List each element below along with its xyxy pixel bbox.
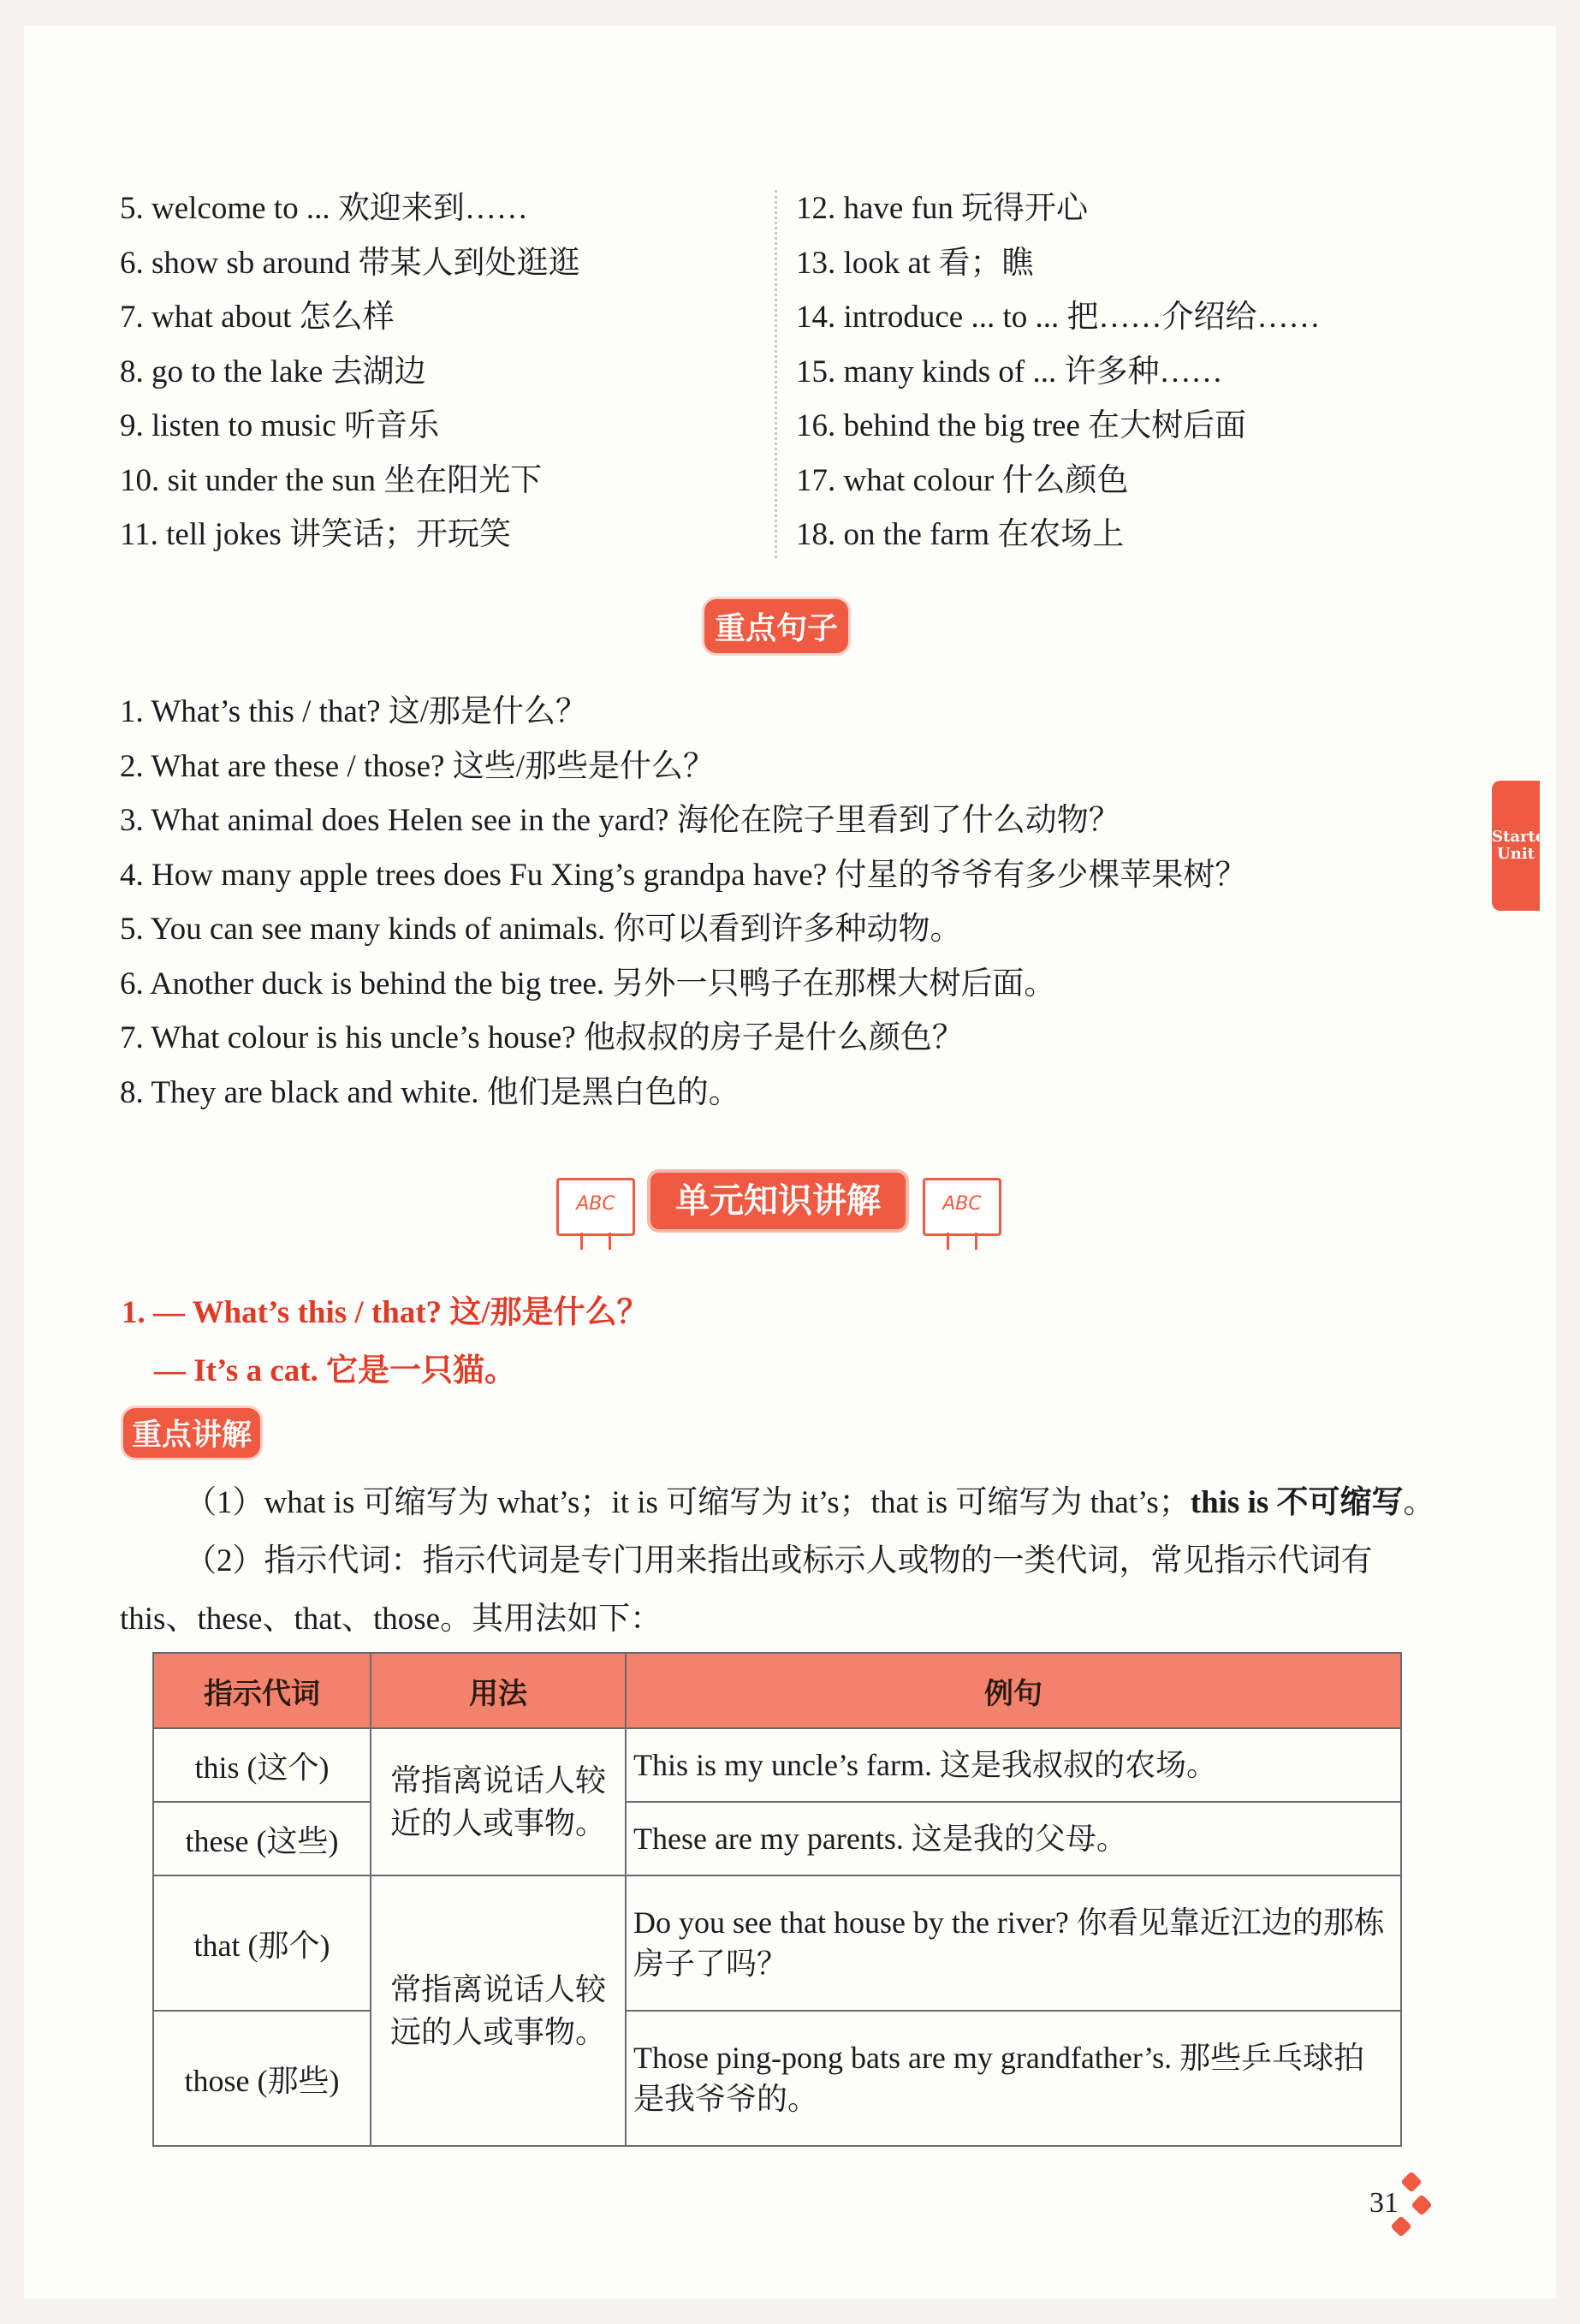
- key-explain-label: 重点讲解: [123, 1408, 260, 1458]
- phrase-item: 14. introduce ... to ... 把……介绍给……: [796, 300, 1321, 335]
- phrase-item: 16. behind the big tree 在大树后面: [796, 408, 1247, 443]
- phrase-item: 6. show sb around 带某人到处逛逛: [120, 245, 580, 281]
- example-cell: These are my parents. 这是我的父母。: [626, 1802, 1401, 1875]
- sentence-item: 2. What are these / those? 这些/那些是什么？: [120, 748, 715, 784]
- para1-end: 。: [1403, 1485, 1435, 1520]
- table-row: [153, 1728, 1401, 1802]
- sentence-item: 4. How many apple trees does Fu Xing’s grandpa have? 付星的爷爷有多少棵苹果树？: [120, 857, 1247, 893]
- phrase-item: 7. what about 怎么样: [120, 300, 395, 335]
- section-title: 单元知识讲解: [650, 1173, 906, 1229]
- sentence-item: 7. What colour is his uncle’s house? 他叔叔的房子是什么颜色？: [120, 1020, 964, 1055]
- column-divider: [775, 190, 777, 558]
- sentence-item: 8. They are black and white. 他们是黑白色的。: [120, 1074, 740, 1110]
- example-cell: Do you see that house by the river? 你看见靠近江边的那栋房子了吗？: [626, 1875, 1401, 2011]
- table-header: 用法: [371, 1653, 626, 1728]
- table-header: 例句: [626, 1653, 1401, 1728]
- board-stand-icon: [947, 1233, 977, 1250]
- sentence-item: 6. Another duck is behind the big tree. 另外一只鸭子在那棵大树后面。: [120, 966, 1056, 1002]
- table-header-row: [153, 1653, 1401, 1728]
- sentence-item: 3. What animal does Helen see in the yard? 海伦在院子里看到了什么动物？: [120, 803, 1120, 838]
- phrase-column-right: [796, 181, 1446, 562]
- pronoun-cell: those (那些): [153, 2011, 371, 2146]
- phrase-item: 9. listen to music 听音乐: [120, 408, 440, 443]
- phrase-item: 17. what colour 什么颜色: [796, 462, 1129, 498]
- table-row: [153, 1875, 1401, 2011]
- sentence-item: 1. What’s this / that? 这/那是什么？: [120, 694, 588, 729]
- explain-paragraph-2: （2）指示代词：指示代词是专门用来指出或标示人或物的一类代词，常见指示代词有 this、these、that、those。其用法如下：: [120, 1543, 1373, 1637]
- abc-board-icon: ABC: [556, 1178, 635, 1236]
- demonstrative-table: [152, 1652, 1402, 2147]
- example-cell: This is my uncle’s farm. 这是我叔叔的农场。: [626, 1728, 1401, 1802]
- phrase-item: 11. tell jokes 讲笑话；开玩笑: [120, 517, 511, 552]
- phrase-item: 12. have fun 玩得开心: [796, 191, 1089, 226]
- answer-line: — It’s a cat. 它是一只猫。: [154, 1353, 517, 1388]
- usage-cell: 常指离说话人较近的人或事物。: [371, 1728, 626, 1875]
- sentence-item: 5. You can see many kinds of animals. 你可以看到许多种动物。: [120, 912, 962, 947]
- para1-bold: this is 不可缩写: [1190, 1485, 1404, 1520]
- pronoun-cell: these (这些): [153, 1802, 371, 1875]
- phrase-item: 8. go to the lake 去湖边: [120, 354, 426, 389]
- key-sentences-list: [120, 685, 1489, 1120]
- usage-cell: 常指离说话人较远的人或事物。: [371, 1875, 626, 2146]
- example-cell: Those ping-pong bats are my grandfather’s. 那些乒乓球拍是我爷爷的。: [626, 2011, 1401, 2146]
- phrase-column-left: [120, 181, 770, 562]
- table-header: 指示代词: [153, 1653, 371, 1728]
- table-row: [153, 2011, 1401, 2146]
- question-line: 1. — What’s this / that? 这/那是什么？: [122, 1295, 649, 1330]
- section-banner: [556, 1173, 1001, 1254]
- explain-paragraph-1: [120, 1474, 1446, 1532]
- abc-board-icon: ABC: [923, 1178, 1001, 1236]
- para1-text: （1）what is 可缩写为 what’s；it is 可缩写为 it’s；that is 可缩写为 that’s；: [185, 1485, 1191, 1520]
- key-sentences-label: 重点句子: [704, 599, 848, 653]
- pronoun-cell: that (那个): [153, 1875, 371, 2011]
- phrase-item: 18. on the farm 在农场上: [796, 517, 1125, 552]
- side-tab[interactable]: Starter Unit: [1492, 781, 1540, 911]
- phrase-item: 5. welcome to ... 欢迎来到……: [120, 191, 528, 226]
- phrase-list: [120, 181, 1404, 575]
- phrase-item: 13. look at 看；瞧: [796, 245, 1034, 281]
- phrase-item: 10. sit under the sun 坐在阳光下: [120, 462, 543, 498]
- page-number: 31: [1369, 2187, 1399, 2219]
- pronoun-cell: this (这个): [153, 1728, 371, 1802]
- board-stand-icon: [580, 1233, 611, 1250]
- table-row: [153, 1802, 1401, 1875]
- phrase-item: 15. many kinds of ... 许多种……: [796, 354, 1223, 389]
